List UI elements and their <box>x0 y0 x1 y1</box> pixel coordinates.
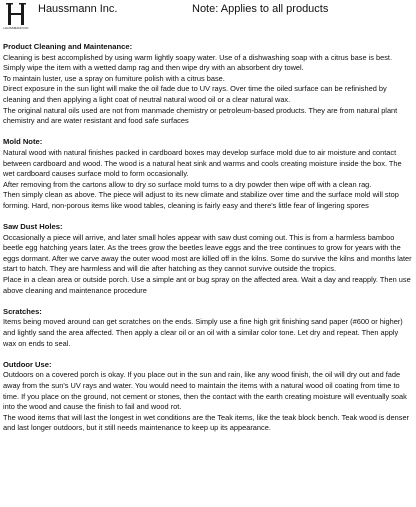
document-body <box>3 42 413 434</box>
section-scratches <box>3 307 413 349</box>
paragraph: After removing from the cartons allow to dry so surface mold turns to a dry powder then wipe off with a clean rag. <box>3 179 372 189</box>
section-mold-note <box>3 137 413 211</box>
paragraph: Place in a clean area or outside porch. Use a simple ant or bug spray on the affected area. Wait a day and reapply. Then use above cleaning and maintenance procedure <box>3 275 411 295</box>
paragraph: The original natural oils used are not from manmade chemistry or petroleum-based products. They are from natural plant chemistry and are water resistant and food safe surfaces <box>3 105 398 126</box>
section-title: Scratches: <box>3 306 42 316</box>
section-product-cleaning <box>3 42 413 127</box>
brand-name: Haussmann Inc. <box>38 3 118 15</box>
spacer <box>3 349 413 360</box>
paragraph: Direct exposure in the sun light will make the oil fade due to UV rays. Over time the oiled surface can be refinished by cleaning and then applying a light coat of neutral natural wood oil or a clear natural wax. <box>3 84 387 104</box>
paragraph: The wood items that will last the longest in wet conditions are the Teak items, like the teak block bench. Teak wood is denser and last longer outdoors, but it still needs maintenance to keep up its appearance. <box>3 412 410 433</box>
section-title: Outdoor Use: <box>3 359 52 369</box>
paragraph: Occasionally a piece will arrive, and later small holes appear with saw dust coming out. This is from a harmless bamboo beetle egg hatching years later. As the trees grow the beetles leave eggs and the tree continues to grow for years with the eggs dormant. After we carve away the outer wood most are killed off in the kilns. Some do survive the kilns and months later start to hatch. They are harmless and will die after hatching as they cannot survive outside the tropics. <box>3 232 412 274</box>
paragraph: Items being moved around can get scratches on the ends. Simply use a fine high grit finishing sand paper (#600 or higher) and lightly sand the area affected. Then apply a clear oil or an oil with a similar color tone. Let dry and repeat. Then apply wax on ends to seal. <box>3 317 403 348</box>
spacer <box>3 296 413 307</box>
header-note: Note: Applies to all products <box>192 3 329 15</box>
section-saw-dust-holes <box>3 222 413 296</box>
spacer <box>3 212 413 223</box>
logo-h-icon <box>4 2 28 26</box>
section-title: Product Cleaning and Maintenance: <box>3 42 133 51</box>
spacer <box>3 127 413 138</box>
paragraph: Outdoors on a covered porch is okay. If you place out in the sun and rain, like any wood finish, the oil will dry out and fade away from the sun's UV rays and water. You would need to maintain the items with a natural wood oil coating from time to time. If you place on the ground, not cement or stones, then the contact with the earth creating moisture will eventually soak into the wood and cause the finish to fail and wood rot. <box>3 370 407 412</box>
section-outdoor-use <box>3 360 413 434</box>
logo-caption: HAUSSMANN INC <box>3 26 29 30</box>
paragraph: Then simply clean as above. The piece will adjust to its new climate and stabilize over time and the surface mold will stop forming. Hard, non-porous items like wood tables, cleaning is fairly easy and there's little fear of lingering spores <box>3 190 399 210</box>
paragraph: To maintain luster, use a spray on furniture polish with a citrus base. <box>3 73 225 83</box>
page-header <box>0 0 416 38</box>
paragraph: Cleaning is best accomplished by using warm lightly soapy water. Use of a dishwashing soap with a citrus base is best. Simply wipe the item with a wetted damp rag and then wipe dry with an absorbent dry towel. <box>3 52 393 73</box>
haussmann-logo <box>4 2 28 36</box>
section-title: Mold Note: <box>3 137 43 147</box>
paragraph: Natural wood with natural finishes packed in cardboard boxes may develop surface mold due to air moisture and contact between cardboard and wood. The wood is a natural heat sink and warms and cools creating moisture inside the box. The wet cardboard causes surface mold to form occasionally. <box>3 147 402 179</box>
section-title: Saw Dust Holes: <box>3 222 63 232</box>
